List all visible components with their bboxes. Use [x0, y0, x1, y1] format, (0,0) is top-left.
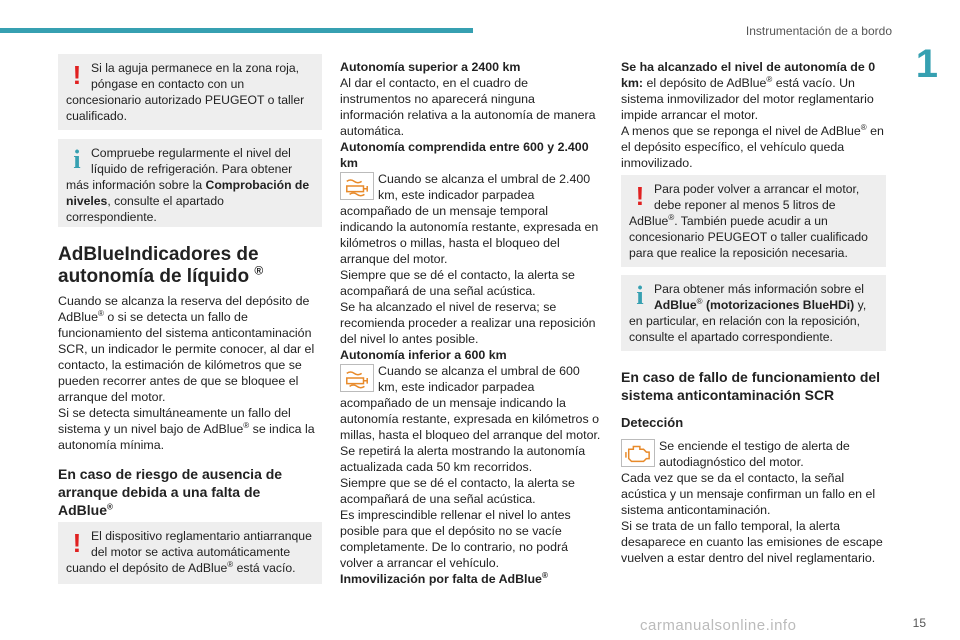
- heading-under-600: Autonomía inferior a 600 km: [340, 348, 507, 362]
- column-3-intro: [621, 59, 886, 171]
- heading-over-2400: Autonomía superior a 2400 km: [340, 60, 521, 74]
- info-box-coolant: [58, 139, 322, 227]
- info-text: Compruebe regularmente el nivel del líquido de refrigeración. Para obtener más información sobre la Comprobación de niveles, consulte el apartado correspondiente.: [66, 146, 310, 224]
- warning-box-red-zone: [58, 54, 322, 130]
- warning-box-5-litres: [621, 175, 886, 267]
- paragraph-reserve-reached: Se ha alcanzado el nivel de reserva; se recomienda proceder a realizar una reposición del nivel lo antes posible.: [340, 300, 596, 346]
- column-2-content: [340, 59, 602, 587]
- paragraph-reserve: Cuando se alcanza la reserva del depósito de AdBlue® o si se detecta un fallo de funcionamiento del sistema anticontaminación SCR, un indicador le permite conocer, al dar el contacto, la estimación de kilómetros que se pueden recorrer antes de que se bloquee el arranque del motor.: [58, 294, 315, 404]
- heading-600-2400: Autonomía comprendida entre 600 y 2.400 km: [340, 140, 589, 170]
- subheading-detection: Detección: [621, 415, 684, 430]
- subheading-start-risk: En caso de riesgo de ausencia de arranque debida a una falta de AdBlue®: [58, 466, 283, 518]
- paragraph-repeat-alert: Se repetirá la alerta mostrando la autonomía actualizada cada 50 km recorridos.: [340, 444, 586, 474]
- watermark: carmanualsonline.info: [640, 617, 797, 634]
- info-box-adblue: [621, 275, 886, 351]
- paragraph-600-threshold: Cuando se alcanza el umbral de 600 km, este indicador parpadea acompañado de un mensaje indicando la autonomía restante, expresada en kilómetros o millas, hasta el bloqueo del arranque del motor.: [340, 364, 601, 442]
- paragraph-acoustic-2: Siempre que se dé el contacto, la alerta se acompañará de una señal acústica.: [340, 476, 575, 506]
- chapter-number: 1: [915, 42, 938, 86]
- paragraph-engine-warning: Se enciende el testigo de alerta de autodiagnóstico del motor.: [621, 438, 886, 470]
- exclamation-icon: !: [72, 60, 82, 90]
- paragraph-simultaneous: Si se detecta simultáneamente un fallo del sistema y un nivel bajo de AdBlue® se indica la autonomía mínima.: [58, 406, 315, 452]
- adblue-warning-icon: [340, 172, 374, 200]
- info-icon: i: [73, 145, 81, 174]
- warning-text: Para poder volver a arrancar el motor, debe reponer al menos 5 litros de AdBlue®. También puede acudir a un concesionario PEUGEOT o taller cualificado para que realice la reposición necesaria.: [629, 182, 868, 260]
- adblue-warning-icon: [340, 364, 374, 392]
- warning-text: El dispositivo reglamentario antiarranque del motor se activa automáticamente cuando el depósito de AdBlue® está vacío.: [66, 529, 312, 575]
- info-icon: i: [636, 281, 644, 310]
- section-heading-adblue: AdBlueIndicadores de autonomía de líquido ®: [58, 244, 264, 287]
- paragraph-2400-threshold: Cuando se alcanza el umbral de 2.400 km, este indicador parpadea acompañado de un mensaje temporal indicando la autonomía restante, expresada en kilómetros o millas, hasta el bloqueo del arranque del motor.: [340, 172, 599, 266]
- running-header: Instrumentación de a bordo: [745, 24, 892, 38]
- warning-box-antistart: [58, 522, 322, 584]
- engine-warning-icon: [621, 439, 655, 467]
- exclamation-icon: !: [72, 528, 82, 558]
- paragraph-temporary-fault: Si se trata de un fallo temporal, la alerta desaparece en cuanto las emisiones de escape vuelven a estar dentro del nivel reglamentario.: [621, 519, 883, 565]
- paragraph-no-info: Al dar el contacto, en el cuadro de instrumentos no aparecerá ninguna información relativa a la autonomía de manera automática.: [340, 76, 596, 138]
- paragraph-ignition-signal: Cada vez que se da el contacto, la señal acústica y un mensaje confirman un fallo en el sistema anticontaminación.: [621, 471, 876, 517]
- paragraph-0km: Se ha alcanzado el nivel de autonomía de 0 km: el depósito de AdBlue® está vacío. Un sistema inmovilizador del motor reglamentario impide arrancar el motor.: [621, 60, 876, 122]
- header-accent-bar: [0, 28, 473, 33]
- column-3-detection: [621, 438, 886, 566]
- page-number: 15: [912, 616, 926, 630]
- section-heading-scr-fault: En caso de fallo de funcionamiento del sistema anticontaminación SCR: [621, 369, 881, 403]
- paragraph-acoustic-1: Siempre que se dé el contacto, la alerta se acompañará de una señal acústica.: [340, 268, 575, 298]
- paragraph-immobilized: A menos que se reponga el nivel de AdBlue® en el depósito específico, el vehículo queda inmovilizado.: [621, 122, 884, 170]
- exclamation-icon: !: [635, 181, 645, 211]
- paragraph-refill-essential: Es imprescindible rellenar el nivel lo antes posible para que el depósito no se vacíe completamente. De lo contrario, no podrá volver a arrancar el vehículo.: [340, 508, 571, 570]
- heading-immobilization: Inmovilización por falta de AdBlue®: [340, 570, 548, 586]
- info-text: Para obtener más información sobre el AdBlue® (motorizaciones BlueHDi) y, en particular, en relación con la reposición, consulte el apartado correspondiente.: [629, 282, 867, 344]
- warning-text: Si la aguja permanece en la zona roja, póngase en contacto con un concesionario autorizado PEUGEOT o taller cualificado.: [66, 61, 305, 123]
